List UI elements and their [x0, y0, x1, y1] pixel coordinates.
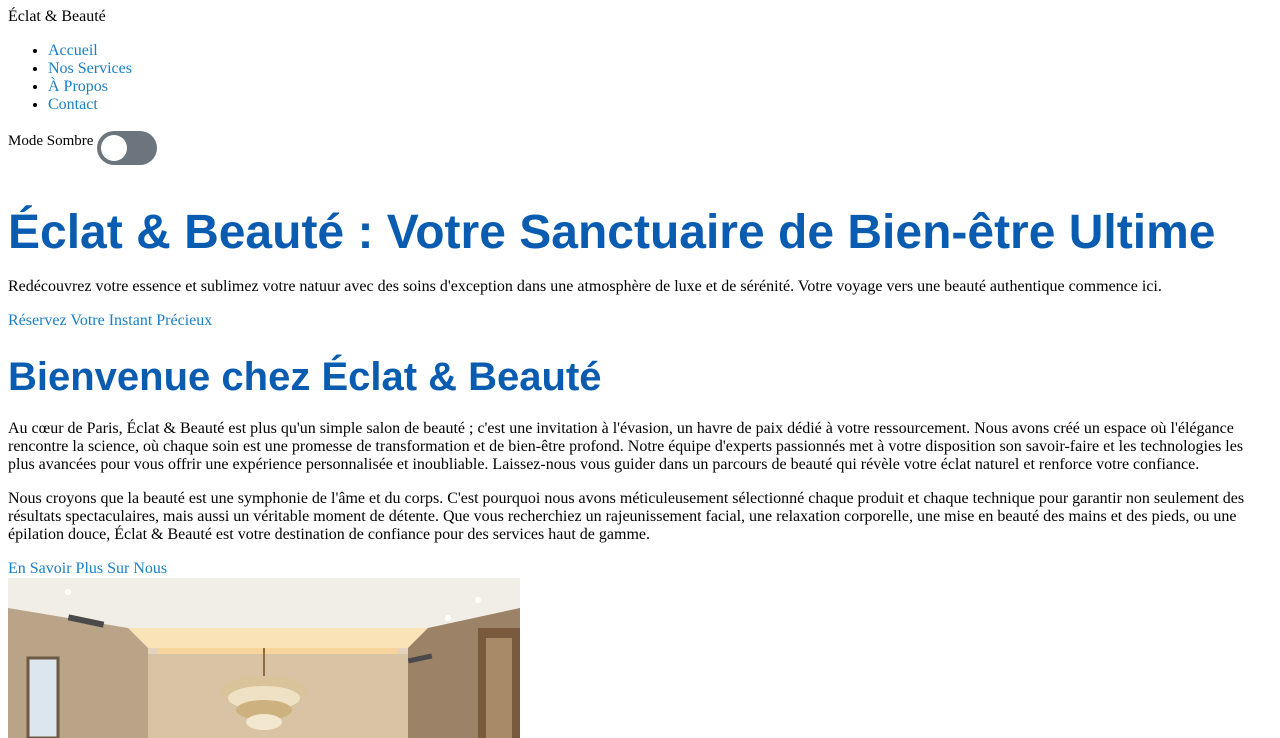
site-title: Éclat & Beauté — [8, 8, 106, 25]
book-now-link[interactable]: Réservez Votre Instant Précieux — [8, 312, 213, 329]
salon-interior-image — [8, 578, 520, 738]
hero-subtitle: Redécouvrez votre essence et sublimez votre natuur avec des soins d'exception dans une atmosphère de luxe et de sérénité. Votre voyage vers une beauté authentique commence ici. — [8, 278, 1162, 295]
nav-link-a-propos[interactable]: À Propos — [48, 78, 109, 95]
hero-title: Éclat & Beauté : Votre Sanctuaire de Bien-être Ultime — [8, 206, 1216, 259]
nav-link-accueil[interactable]: Accueil — [48, 42, 98, 59]
dark-mode-row — [8, 131, 1272, 165]
nav-item-a-propos — [48, 78, 1272, 96]
nav-link-services[interactable]: Nos Services — [48, 60, 132, 77]
nav-item-accueil — [48, 42, 1272, 60]
page — [0, 8, 1280, 738]
dark-mode-toggle[interactable] — [97, 131, 157, 165]
learn-more-link[interactable]: En Savoir Plus Sur Nous — [8, 560, 168, 577]
nav-item-services — [48, 60, 1272, 78]
toggle-knob — [101, 135, 127, 161]
welcome-paragraph-1: Au cœur de Paris, Éclat & Beauté est plus qu'un simple salon de beauté ; c'est une invitation à l'évasion, un havre de paix dédié à votre ressourcement. Nous avons créé un espace où l'élégance rencontre la science, où chaque soin est une promesse de transformation et de bien-être profond. Notre équipe d'experts passionnés met à votre disposition son savoir-faire et les technologies les plus avancées pour vous offrir une expérience personnalisée et inoubliable. Laissez-nous vous guider dans un parcours de beauté qui révèle votre éclat naturel et renforce votre confiance. — [8, 420, 1244, 473]
dark-mode-label: Mode Sombre — [8, 133, 94, 149]
main-nav — [8, 42, 1272, 114]
nav-link-contact[interactable]: Contact — [48, 96, 98, 113]
welcome-title: Bienvenue chez Éclat & Beauté — [8, 355, 602, 399]
welcome-paragraph-2: Nous croyons que la beauté est une symphonie de l'âme et du corps. C'est pourquoi nous avons méticuleusement sélectionné chaque produit et chaque technique pour garantir non seulement des résultats spectaculaires, mais aussi un véritable moment de détente. Que vous recherchiez un rajeunissement facial, une relaxation corporelle, une mise en beauté des mains et des pieds, ou une épilation douce, Éclat & Beauté est votre destination de confiance pour des services haut de gamme. — [8, 490, 1245, 543]
salon-interior-illustration — [8, 578, 520, 738]
nav-item-contact — [48, 96, 1272, 114]
